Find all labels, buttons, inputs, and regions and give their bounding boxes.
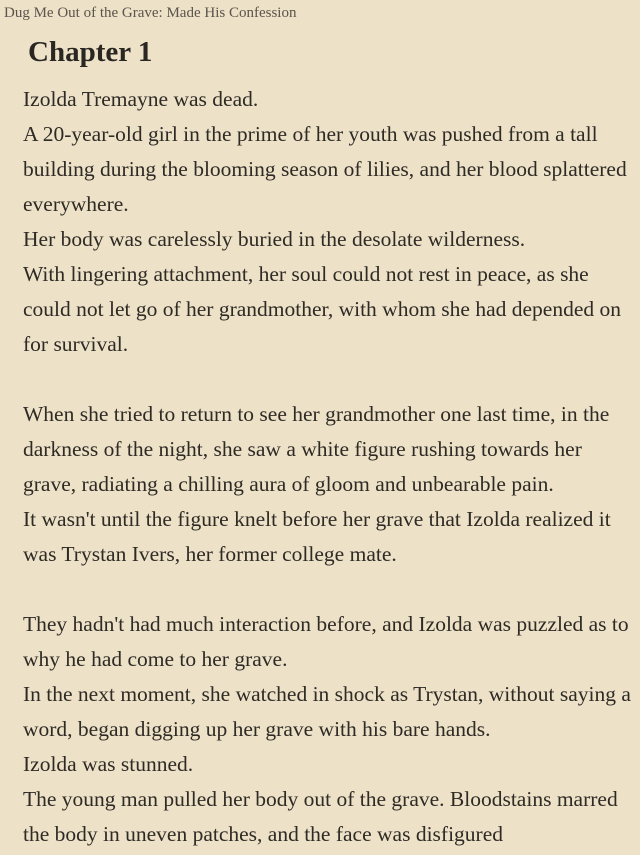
paragraph: It wasn't until the figure knelt before her grave that Izolda realized it was Trystan Ivers, her former college mate. (23, 507, 611, 566)
paragraph: Her body was carelessly buried in the desolate wilderness. (23, 227, 526, 251)
paragraph: When she tried to return to see her grandmother one last time, in the darkness of the night, she saw a white figure rushing towards her grave, radiating a chilling aura of gloom and unbearable pain. (23, 402, 610, 496)
paragraph: With lingering attachment, her soul could not rest in peace, as she could not let go of her grandmother, with whom she had depended on for survival. (23, 262, 622, 356)
paragraph: Izolda was stunned. (23, 752, 194, 776)
chapter-content (23, 82, 633, 852)
chapter-title: Chapter 1 (28, 36, 153, 68)
paragraph: They hadn't had much interaction before, and Izolda was puzzled as to why he had come to her grave. (23, 612, 629, 671)
paragraph: In the next moment, she watched in shock as Trystan, without saying a word, began digging up her grave with his bare hands. (23, 682, 631, 741)
paragraph: A 20-year-old girl in the prime of her youth was pushed from a tall building during the blooming season of lilies, and her blood splattered everywhere. (23, 122, 627, 216)
paragraph: The young man pulled her body out of the grave. Bloodstains marred the body in uneven patches, and the face was disfigured (23, 787, 618, 846)
book-title: Dug Me Out of the Grave: Made His Confession (4, 5, 297, 21)
paragraph: Izolda Tremayne was dead. (23, 87, 259, 111)
